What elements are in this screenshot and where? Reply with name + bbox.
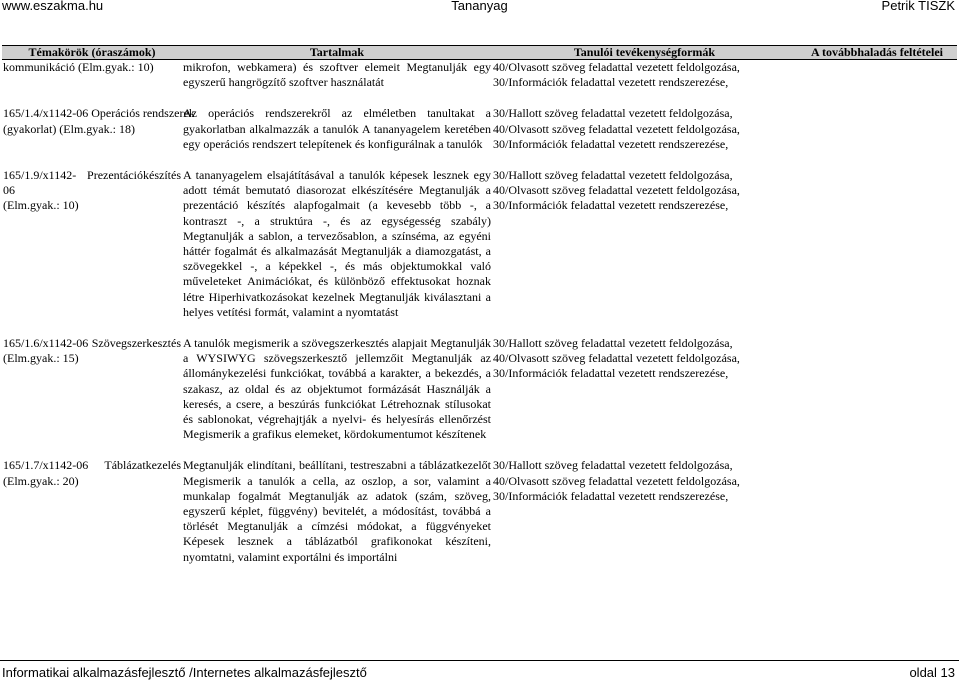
condition-cell [797,168,957,320]
table-row [2,168,957,320]
topic-name: Szövegszerkesztés [91,336,181,351]
activity-line: 30/Információk feladattal vezetett rendszerezése, [493,198,729,213]
row-spacer [2,152,957,168]
topic-cell [2,168,182,320]
column-header-contents: Tartalmak [182,46,492,60]
activity-line: 40/Olvasott szöveg feladattal vezetett feldolgozása, [493,351,740,366]
topic-code: 165/1.9/x1142-06 [3,168,77,198]
content-cell: A tananyagelem elsajátításával a tanulók képesek lesznek egy adott témát bemutató diasorozat elkészítésére Megtanulják a prezentáció készítés alapfogalmait (a kevesebb több -, a kontraszt -, a struktúra -, és az egységesség szabály) Megtanulják a sablon, a tervezősablon, a színséma, az egyéni háttér fogalmát és alkalmazását Megtanulják a diamozgatást, a szövegekkel -, a képekkel -, és más objektumokkal való műveleteket Animációkat, és különböző effektusokat hoznak létre Hiperhivatkozásokat kezelnek Megtanulják kiválasztani a helyes vetítési formát, valamint a nyomtatást [183,168,491,319]
topic-cell [2,458,182,564]
topic-cell [2,60,182,91]
activity-line: 30/Információk feladattal vezetett rendszerezése, [493,75,729,90]
condition-cell [797,106,957,152]
footer-title: Informatikai alkalmazásfejlesztő /Internetes alkalmazásfejlesztő [2,665,367,680]
page-header [0,0,959,16]
topic-cell [2,106,195,152]
header-title: Tananyag [451,0,508,13]
topic-line: 165/1.4/x1142-06 Operációs rendszerek [3,106,195,121]
content-cell: mikrofon, webkamera) és szoftver elemeit Megtanulják egy egyszerű hangrögzítő szoftver használatát [183,60,491,90]
activity-line: 40/Olvasott szöveg feladattal vezetett feldolgozása, [493,473,740,488]
topic-line: (gyakorlat) (Elm.gyak.: 18) [3,121,135,136]
topic-line: kommunikáció (Elm.gyak.: 10) [3,60,154,74]
content-cell: Megtanulják elindítani, beállítani, testreszabni a táblázatkezelőt Megismerik a tanulók a cella, az oszlop, a sor, valamint a munkalap fogalmát Megtanulják az adatok (szám, szöveg, egyszerű képlet, függvény) bevitelét, a módosítást, továbbá a törlését Megtanulják a címzési módokat, a függvényeket Képesek lesznek a táblázatból grafikonokat készíteni, nyomtatni, valamint exportálni és importálni [183,458,491,564]
activities-cell [492,106,797,152]
activity-line: 30/Információk feladattal vezetett rendszerezése, [493,488,729,503]
page-footer [0,660,959,680]
table-row [2,336,957,442]
topic-name: Táblázatkezelés [104,458,181,473]
activities-cell [492,336,797,442]
activity-line: 40/Olvasott szöveg feladattal vezetett feldolgozása, [493,121,740,136]
table-row [2,106,957,152]
content-cell: A tanulók megismerik a szövegszerkesztés alapjait Megtanulják a WYSIWYG szövegszerkesztő jellemzőit Megtanulják az állománykezelési funkciókat, továbbá a karakter, a bekezdés, a szakasz, az oldal és az objektumot formázását Használják a keresés, a csere, a beszúrás funkciókat Létrehoznak stílusokat és sablonokat, végrehajtják a nyelvi- és helyesírás ellenőrzést Megismerik a grafikus elemeket, kördokumentumot készítenek [183,336,491,442]
condition-cell [797,60,957,91]
site-url[interactable]: www.eszakma.hu [2,0,104,13]
condition-cell [797,458,957,564]
activity-line: 30/Hallott szöveg feladattal vezetett feldolgozása, [493,168,733,183]
header-org: Petrik TISZK [881,0,955,13]
topic-name: Prezentációkészítés [87,168,181,183]
activity-line: 30/Hallott szöveg feladattal vezetett feldolgozása, [493,336,733,351]
topic-hours: (Elm.gyak.: 20) [3,473,79,488]
table-row [2,458,957,564]
activity-line: 30/Hallott szöveg feladattal vezetett feldolgozása, [493,458,733,473]
topic-code: 165/1.7/x1142-06 [3,458,89,473]
page-number: oldal 13 [909,665,955,680]
activities-cell [492,458,797,564]
topic-hours: (Elm.gyak.: 15) [3,351,79,366]
curriculum-table [2,45,957,565]
row-spacer [2,90,957,106]
column-header-topics: Témakörök (óraszámok) [2,46,182,60]
activities-cell [492,168,797,320]
content-cell: Az operációs rendszerekről az elméletben tanultakat a gyakorlatban alkalmazzák a tanulók A tananyagelem keretében egy operációs rendszert telepítenek és konfigurálnak a tanulók [183,106,491,151]
table-row [2,60,957,91]
topic-hours: (Elm.gyak.: 10) [3,198,79,213]
topic-cell [2,336,182,442]
activity-line: 30/Hallott szöveg feladattal vezetett feldolgozása, [493,106,733,121]
column-header-activities: Tanulói tevékenységformák [492,46,797,60]
row-spacer [2,442,957,458]
topic-code: 165/1.6/x1142-06 [3,336,89,351]
condition-cell [797,336,957,442]
activity-line: 40/Olvasott szöveg feladattal vezetett feldolgozása, [493,60,740,74]
row-spacer [2,320,957,336]
column-header-conditions: A továbbhaladás feltételei [797,46,957,60]
activity-line: 30/Információk feladattal vezetett rendszerezése, [493,366,729,381]
activity-line: 30/Információk feladattal vezetett rendszerezése, [493,136,729,151]
table-header-row [2,46,957,60]
activity-line: 40/Olvasott szöveg feladattal vezetett feldolgozása, [493,183,740,198]
activities-cell [492,60,797,91]
